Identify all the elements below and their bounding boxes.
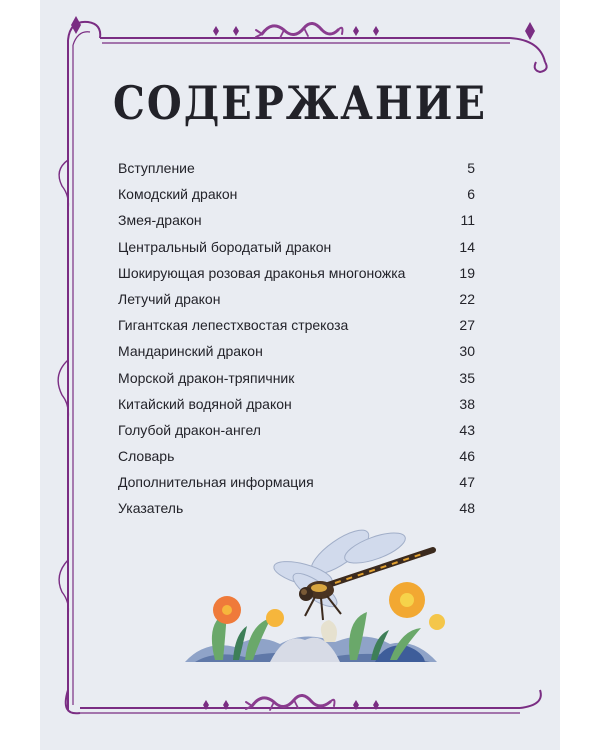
toc-entry [118,260,475,286]
toc-entry [118,417,475,443]
toc-entry [118,391,475,417]
diamond-icon [213,26,219,36]
toc-entry-title: Центральный бородатый дракон [118,238,332,255]
toc-entry-title: Словарь [118,448,175,465]
toc-entry-title: Дополнительная информация [118,474,314,491]
toc-entry-title: Мандаринский дракон [118,343,263,360]
toc-entry [118,338,475,364]
toc-entry [118,155,475,181]
diamond-icon [71,16,81,34]
toc-entry-page: 38 [459,395,475,412]
toc-entry-page: 5 [467,160,475,176]
toc-entry-page: 30 [459,343,475,360]
toc-entry-page: 48 [459,500,475,517]
diamond-icon [525,22,535,40]
toc-entry [118,365,475,391]
toc-entry-page: 11 [460,212,475,229]
toc-entry-page: 35 [459,369,475,386]
toc-entry-title: Шокирующая розовая драконья многоножка [118,264,406,281]
toc-entry-page: 46 [459,448,475,465]
toc-entry-page: 43 [459,421,475,438]
toc-entry [118,207,475,233]
toc-entry-page: 6 [467,186,475,203]
toc-entry [118,443,475,469]
diamond-icon [353,26,359,36]
table-of-contents [118,155,475,522]
toc-entry-page: 14 [459,238,475,255]
toc-entry-title: Китайский водяной дракон [118,395,292,412]
diamond-icon [373,26,379,36]
toc-entry-title: Гигантская лепестхвостая стрекоза [118,317,349,334]
toc-entry [118,181,475,207]
toc-entry [118,234,475,260]
toc-entry-title: Летучий дракон [118,290,221,307]
toc-entry [118,286,475,312]
toc-entry [118,312,475,338]
book-page [40,0,560,750]
toc-entry-title: Морской дракон-тряпичник [118,369,295,386]
flower-icon [429,614,445,630]
dragon-icon [256,23,343,38]
toc-entry [118,469,475,495]
toc-entry-page: 27 [459,317,475,334]
toc-entry-page: 47 [459,474,475,491]
toc-entry-title: Указатель [118,500,184,517]
flower-icon [266,609,284,627]
toc-entry-page: 19 [459,264,475,281]
page-title: СОДЕРЖАНИЕ [113,76,487,131]
toc-entry-title: Голубой дракон-ангел [118,421,261,438]
dragonfly-illustration [175,512,445,672]
toc-entry-title: Змея-дракон [118,212,202,229]
toc-entry-page: 22 [459,290,475,307]
toc-entry-title: Вступление [118,160,195,176]
toc-entry-title: Комодский дракон [118,186,238,203]
diamond-icon [233,26,239,36]
